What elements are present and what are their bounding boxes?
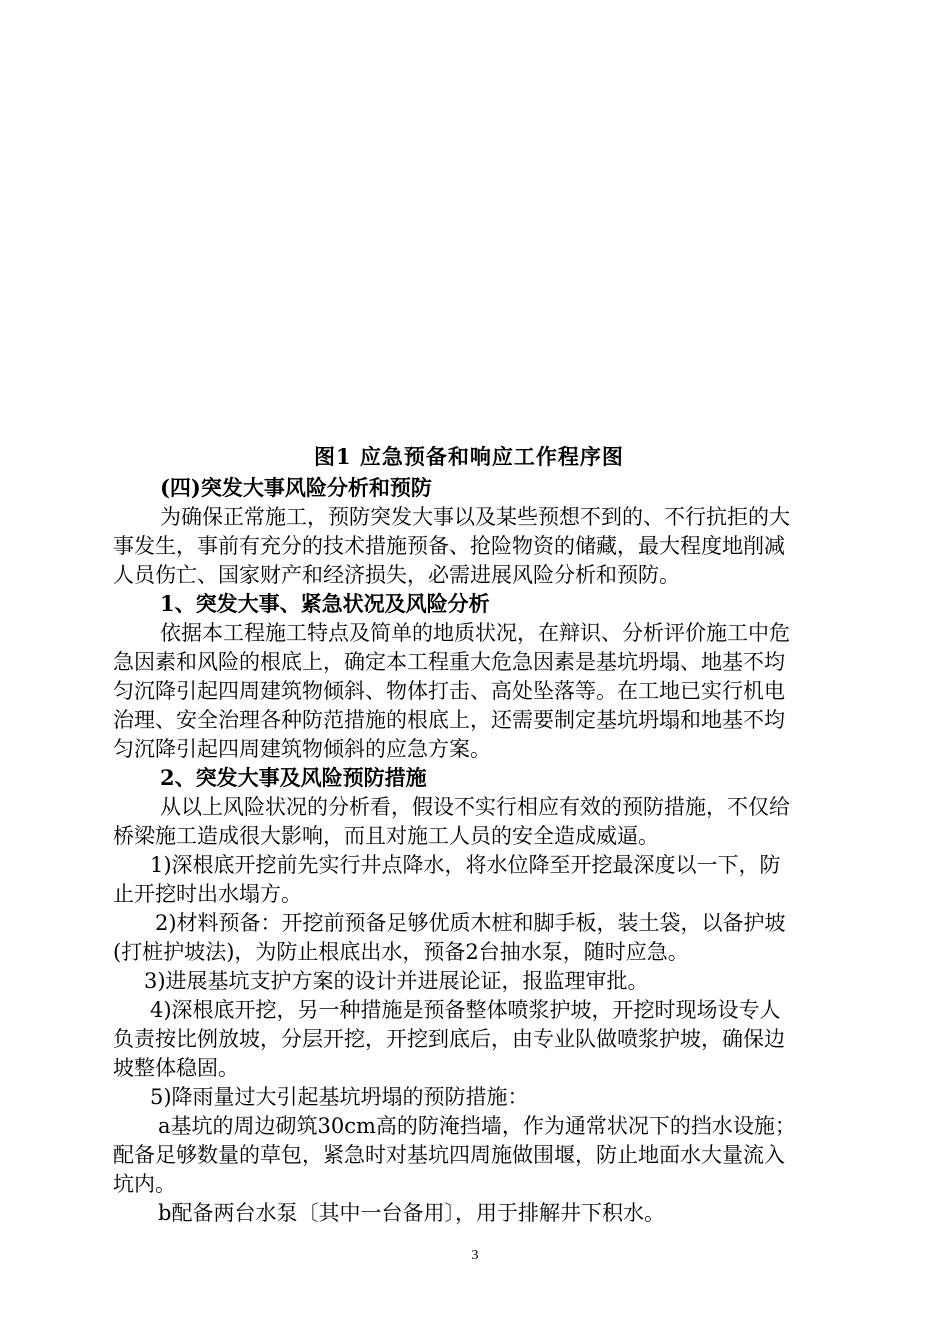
list-item: b配备两台水泵〔其中一台备用〕，用于排解井下积水。 <box>158 1201 665 1225</box>
paragraph-line: 治理、安全治理各种防范措施的根底上，还需要制定基坑坍塌和地基不均 <box>113 708 785 732</box>
figure-caption: 图1 应急预备和响应工作程序图 <box>314 444 624 469</box>
list-item: 4)深根底开挖，另一种措施是预备整体喷浆护坡，开挖时现场设专人 <box>150 998 781 1022</box>
paragraph-line: 急因素和风险的根底上，确定本工程重大危急因素是基坑坍塌、地基不均 <box>113 650 785 674</box>
subsection-heading: 1、突发大事、紧急状况及风险分析 <box>160 591 490 616</box>
paragraph-line: 为确保正常施工，预防突发大事以及某些预想不到的、不行抗拒的大 <box>160 505 790 529</box>
paragraph-line: 止开挖时出水塌方。 <box>113 882 302 906</box>
paragraph-line: 匀沉降引起四周建筑物倾斜、物体打击、高处坠落等。在工地已实行机电 <box>113 679 785 703</box>
section-heading: (四)突发大事风险分析和预防 <box>160 475 432 500</box>
list-item: 2)材料预备：开挖前预备足够优质木桩和脚手板，装土袋，以备护坡 <box>155 911 786 935</box>
paragraph-line: 从以上风险状况的分析看，假设不实行相应有效的预防措施，不仅给 <box>160 795 790 819</box>
paragraph-line: 依据本工程施工特点及简单的地质状况，在辩识、分析评价施工中危 <box>160 621 790 645</box>
list-item: a基坑的周边砌筑30cm高的防淹挡墙，作为通常状况下的挡水设施； <box>158 1114 796 1138</box>
list-item: 1)深根底开挖前先实行井点降水，将水位降至开挖最深度以一下，防 <box>150 853 781 877</box>
list-item: 5)降雨量过大引起基坑坍塌的预防措施： <box>150 1085 529 1109</box>
paragraph-line: 坡整体稳固。 <box>113 1056 239 1080</box>
paragraph-line: 人员伤亡、国家财产和经济损失，必需进展风险分析和预防。 <box>113 563 680 587</box>
paragraph-line: 桥梁施工造成很大影响，而且对施工人员的安全造成威逼。 <box>113 824 659 848</box>
list-item: 3)进展基坑支护方案的设计并进展论证，报监理审批。 <box>144 969 649 993</box>
paragraph-line: (打桩护坡法)，为防止根底出水，预备2台抽水泵，随时应急。 <box>113 940 689 964</box>
paragraph-line: 负责按比例放坡，分层开挖，开挖到底后，由专业队做喷浆护坡，确保边 <box>113 1027 785 1051</box>
paragraph-line: 匀沉降引起四周建筑物倾斜的应急方案。 <box>113 737 491 761</box>
paragraph-line: 配备足够数量的草包，紧急时对基坑四周施做围堰，防止地面水大量流入 <box>113 1143 785 1167</box>
subsection-heading: 2、突发大事及风险预防措施 <box>160 765 427 790</box>
page-number: 3 <box>471 1248 479 1263</box>
paragraph-line: 坑内。 <box>113 1172 176 1196</box>
paragraph-line: 事发生，事前有充分的技术措施预备、抢险物资的储藏，最大程度地削减 <box>113 534 785 558</box>
